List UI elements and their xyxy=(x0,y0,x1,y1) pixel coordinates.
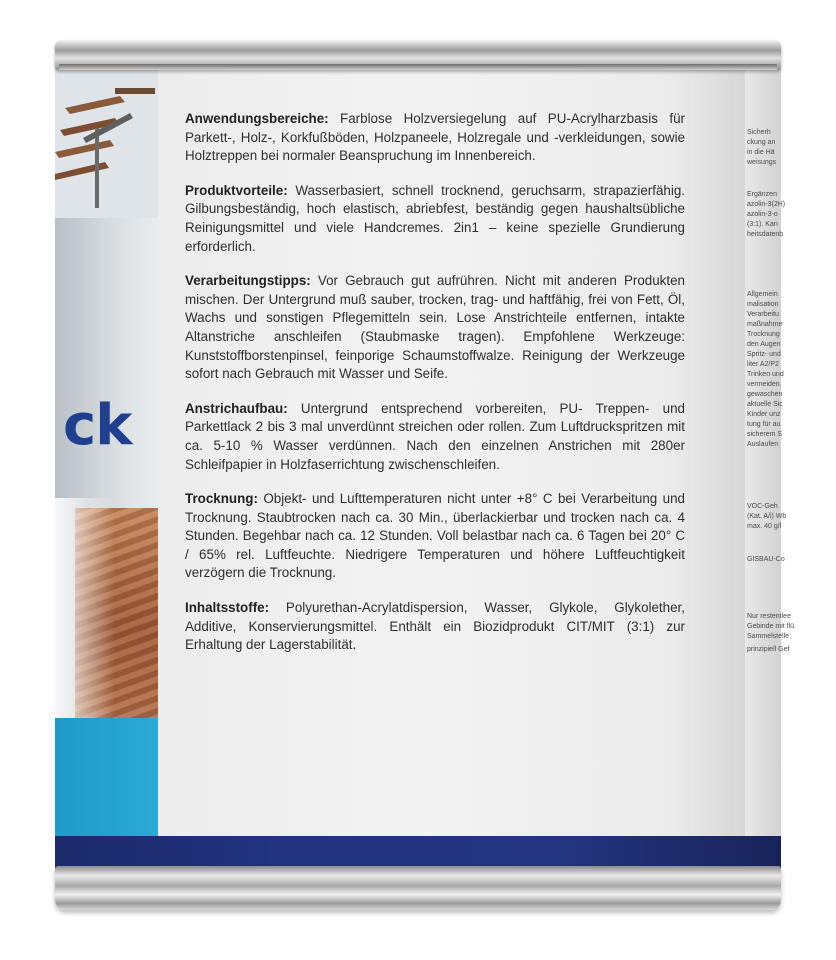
side-info-line: sicherem S xyxy=(747,431,783,438)
side-info-line: weisungs xyxy=(747,159,777,166)
section-inhaltsstoffe xyxy=(185,599,685,655)
side-info-line: Trocknung xyxy=(747,331,780,338)
section-body: Vor Gebrauch gut aufrühren. Nicht mit anderen Produkten mischen. Der Untergrund muß sauber, trocken, trag- und haftfähig, frei von Fett, Öl, Wachs und sonstigen Pflegemitteln sein. Lose Anstrichteile entfernen, intakte Altanstriche anschleifen (Staubmaske tragen). Empfohlene Werkzeuge: Kunststoffborstenpinsel, feinporige Schaumstoffwalze. Reinigung der Werkzeuge sofort nach Gebrauch mit Wasser und Seife. xyxy=(185,273,685,382)
side-info-line: vermeiden. xyxy=(747,381,782,388)
side-info-line: Auslaufen xyxy=(747,441,779,448)
side-info-line: azolin-3(2H) xyxy=(747,201,786,208)
section-anwendungsbereiche xyxy=(185,110,685,166)
can-top-rim-shadow xyxy=(59,64,777,70)
section-verarbeitungstipps xyxy=(185,272,685,384)
side-info-line: in die Hä xyxy=(747,149,775,156)
section-body: Untergrund entsprechend vorbereiten, PU- Treppen- und Parkettlack 2 bis 3 mal unverdünnt streichen oder rollen. Zum Luftdruckspritzen mit ca. 5-10 % Wasser verdünnen. Nach den einzelnen Anstrichen mit 280er Schleifpapier in Holzfaserrichtung zwischenschleifen. xyxy=(185,400,685,472)
side-info-line: aktuelle Sic xyxy=(747,401,783,408)
section-heading: Inhaltsstoffe: xyxy=(185,600,270,616)
paint-can xyxy=(55,40,795,910)
side-info-line: Gebinde mit flü xyxy=(747,623,795,630)
side-info-line: Trinken und xyxy=(747,371,784,378)
section-body: Objekt- und Lufttemperaturen nicht unter +8° C bei Verarbeitung und Trocknung. Staubtrocken nach ca. 30 Min., überlackierbar und trocken nach ca. 4 Stunden. Begehbar nach ca. 12 Stunden. Voll belastbar nach ca. 6 Tagen bei 20° C / 65% rel. Luftfeuchte. Niedrigere Temperaturen und höhere Luftfeuchtigkeit verzögern die Trocknung. xyxy=(185,491,685,581)
side-info-line: azolin-3-o xyxy=(747,211,778,218)
side-info-line: Verarbeitu xyxy=(747,311,779,318)
can-bottom-rim xyxy=(55,866,781,910)
side-info-line: Sammelstelle xyxy=(747,633,790,640)
side-info-line: Kinder unz xyxy=(747,411,781,418)
staircase-image xyxy=(55,68,158,218)
side-info-line: malisation xyxy=(747,301,779,308)
side-info-line: tung für au xyxy=(747,421,781,428)
side-info-line: heitsdatenb xyxy=(747,231,784,238)
side-info-line: Nur restentlee xyxy=(747,613,791,620)
side-info-line: ckung an xyxy=(747,139,776,146)
section-heading: Anwendungsbereiche: xyxy=(185,111,329,126)
side-info-line: Spritz- und xyxy=(747,351,781,358)
product-description xyxy=(185,110,685,671)
product-label xyxy=(55,68,795,878)
section-body: Farblose Holzversiegelung auf PU-Acrylharzbasis für Parkett-, Holz-, Korkfußböden, Holzpaneele, Holzregale und -verkleidungen, sowie Holztreppen bei normaler Beanspruchung im Innenbereich. xyxy=(185,111,685,164)
section-heading: Produktvorteile: xyxy=(185,182,288,198)
section-heading: Anstrichaufbau: xyxy=(185,400,288,416)
section-body: Polyurethan-Acrylatdispersion, Wasser, Glykole, Glykolether, Additive, Konservierungsmittel. Enthält ein Biozidprodukt CIT/MIT (3:1) zur Erhaltung der Lagerstabilität. xyxy=(185,600,685,653)
side-info-line: (3:1). Kan xyxy=(747,221,778,228)
section-body: Wasserbasiert, schnell trocknend, geruchsarm, strapazierfähig. Gilbungsbeständig, hoch elastisch, abriebfest, beständig gegen haushaltsübliche Reinigungsmittel und viele Handcremes. 2in1 – keine spezielle Grundierung erforderlich. xyxy=(185,182,685,254)
can-top-rim xyxy=(55,40,781,70)
accent-color-block xyxy=(55,718,158,838)
can-body xyxy=(55,68,795,880)
side-info-line: max. 40 g/l xyxy=(747,523,782,530)
side-info-line: prinzipiell Gef xyxy=(747,646,790,653)
side-info-line: gewaschen xyxy=(747,391,783,398)
side-info-strip xyxy=(745,68,795,878)
section-anstrichaufbau xyxy=(185,400,685,474)
section-heading: Verarbeitungstipps: xyxy=(185,273,311,289)
front-label-panel xyxy=(55,68,158,878)
section-produktvorteile xyxy=(185,182,685,256)
side-info-line: liter A2/P2 xyxy=(747,361,779,368)
side-info-line: Allgemein xyxy=(747,291,778,298)
side-info-line: maßnahme xyxy=(747,321,783,328)
side-info-line: (Kat. A/i) Wb xyxy=(747,513,787,520)
side-info-line: den Augen xyxy=(747,341,781,348)
side-info-line: Ergänzen xyxy=(747,191,777,198)
section-heading: Trocknung: xyxy=(185,491,258,507)
side-info-line: GISBAU-Co xyxy=(747,556,785,563)
brand-name-fragment: ck xyxy=(63,393,132,458)
side-info-line: Sicherh xyxy=(747,129,771,136)
section-trocknung xyxy=(185,490,685,583)
side-info-line: VOC-Geh xyxy=(747,503,778,510)
